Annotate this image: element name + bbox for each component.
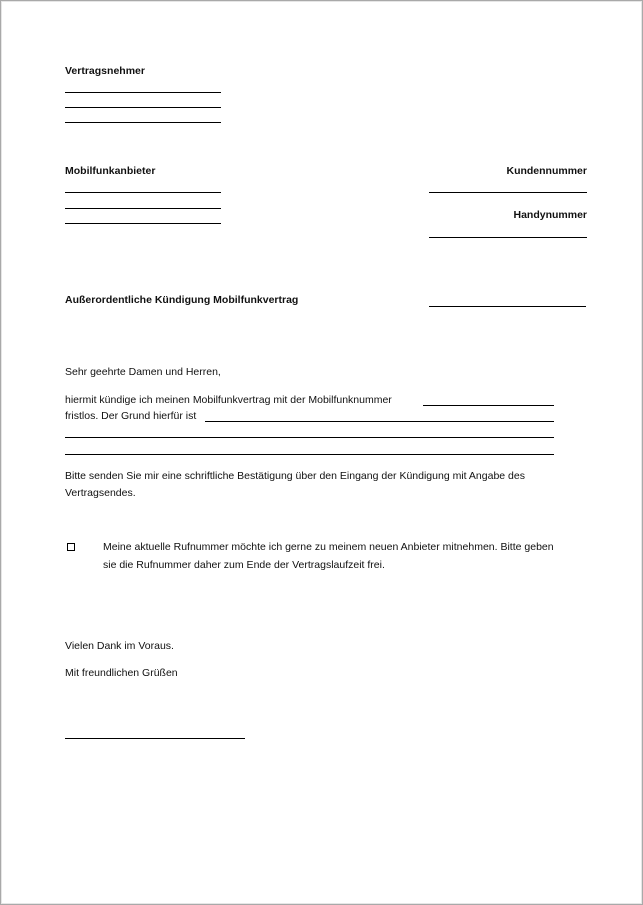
provider-line-3[interactable] bbox=[65, 223, 221, 224]
customer-number-line[interactable] bbox=[429, 192, 587, 193]
reason-line-3[interactable] bbox=[65, 454, 554, 455]
phone-number-line[interactable] bbox=[423, 405, 554, 406]
contractor-line-2[interactable] bbox=[65, 107, 221, 108]
termination-text-line-1: hiermit kündige ich meinen Mobilfunkvertrag mit der Mobilfunknummer bbox=[65, 394, 392, 406]
provider-line-2[interactable] bbox=[65, 208, 221, 209]
salutation: Sehr geehrte Damen und Herren, bbox=[65, 366, 221, 378]
confirmation-text-line-2: Vertragsendes. bbox=[65, 487, 136, 499]
thanks-text: Vielen Dank im Voraus. bbox=[65, 640, 174, 652]
subject-line[interactable] bbox=[429, 306, 586, 307]
porting-text-line-1: Meine aktuelle Rufnummer möchte ich gerne zu meinem neuen Anbieter mitnehmen. Bitte geben bbox=[103, 541, 554, 553]
mobile-number-line[interactable] bbox=[429, 237, 587, 238]
contractor-line-1[interactable] bbox=[65, 92, 221, 93]
termination-text-line-2: fristlos. Der Grund hierfür ist bbox=[65, 410, 197, 422]
signature-line[interactable] bbox=[65, 738, 245, 739]
customer-number-label: Kundennummer bbox=[506, 165, 587, 177]
provider-line-1[interactable] bbox=[65, 192, 221, 193]
contractor-line-3[interactable] bbox=[65, 122, 221, 123]
porting-text-line-2: sie die Rufnummer daher zum Ende der Vertragslaufzeit frei. bbox=[103, 559, 385, 571]
subject-heading: Außerordentliche Kündigung Mobilfunkvertrag bbox=[65, 294, 299, 306]
mobile-number-label: Handynummer bbox=[513, 209, 587, 221]
contractor-label: Vertragsnehmer bbox=[65, 65, 145, 77]
closing-text: Mit freundlichen Grüßen bbox=[65, 667, 178, 679]
reason-line-2[interactable] bbox=[65, 437, 554, 438]
reason-line-1[interactable] bbox=[205, 421, 554, 422]
porting-checkbox[interactable] bbox=[67, 543, 75, 551]
provider-label: Mobilfunkanbieter bbox=[65, 165, 156, 177]
confirmation-text-line-1: Bitte senden Sie mir eine schriftliche Bestätigung über den Eingang der Kündigung mit Angabe des bbox=[65, 470, 525, 482]
